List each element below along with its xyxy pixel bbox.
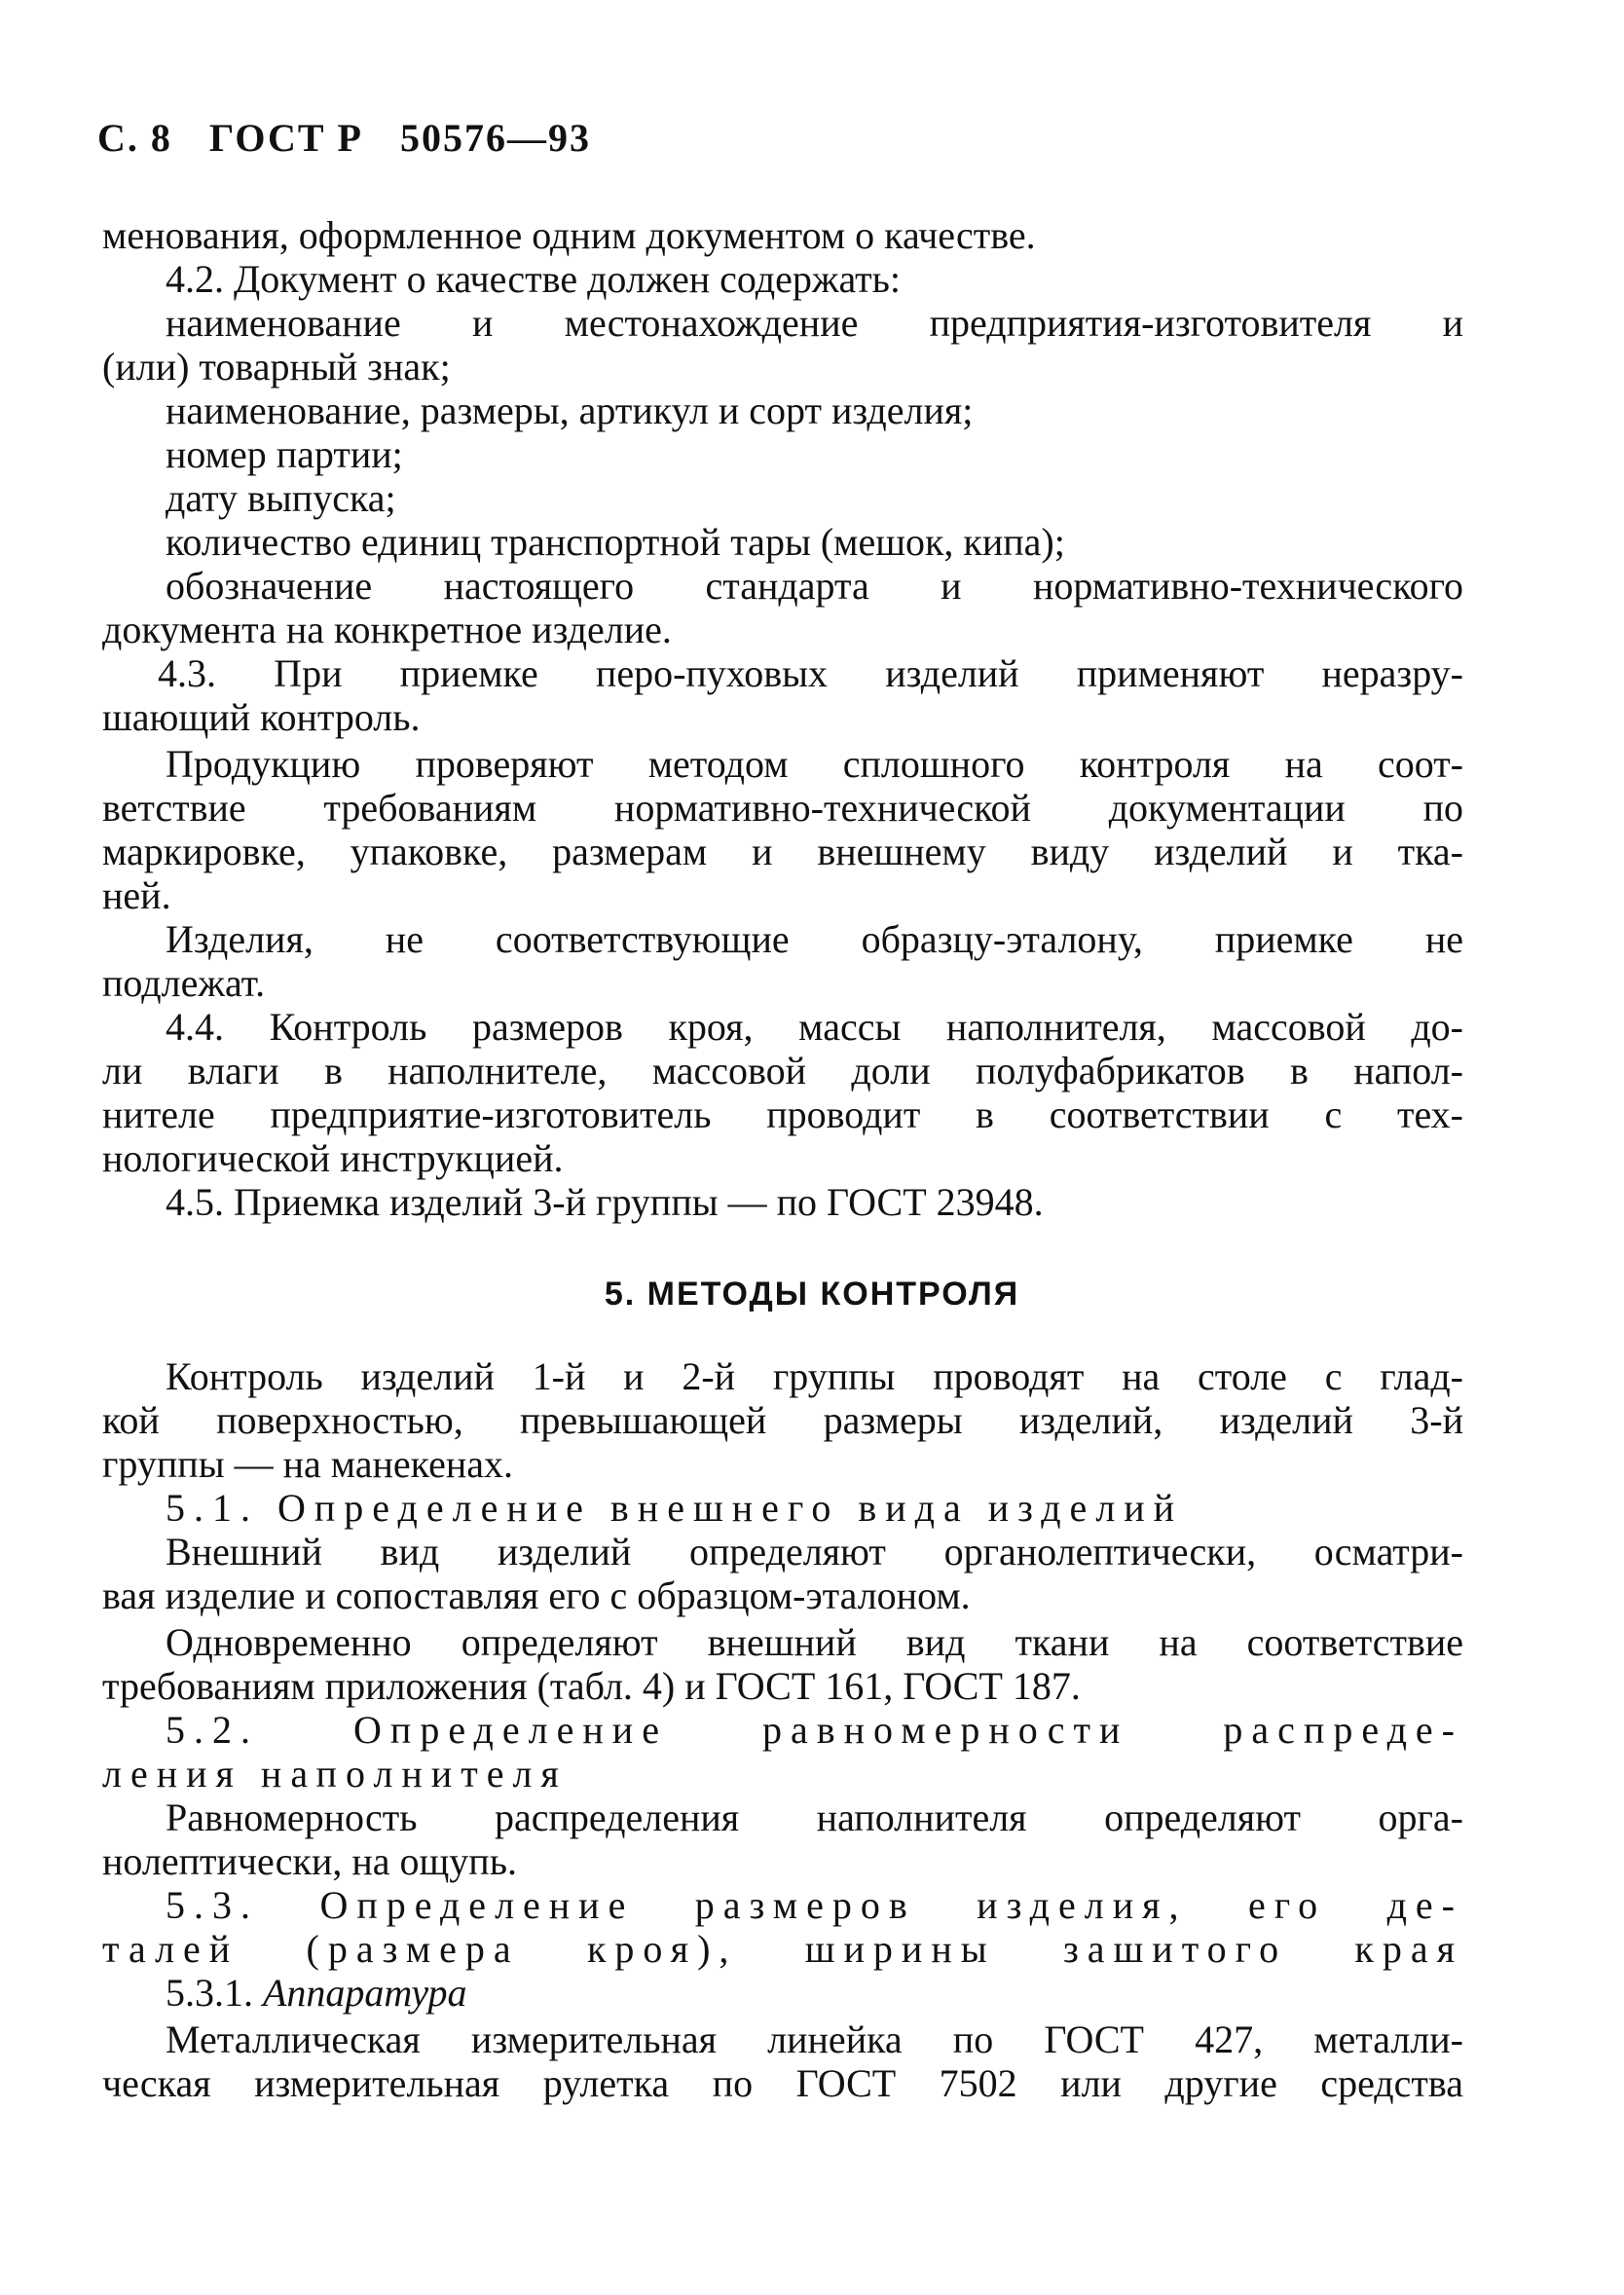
page-header <box>97 115 616 161</box>
text-line: количество единиц транспортной тары (мешок, кипа); <box>166 520 1065 564</box>
text-line: номер партии; <box>166 432 403 476</box>
text-line: Одновременно определяют внешний вид ткани на соответствие <box>166 1620 1463 1664</box>
subsection-title: ления наполнителя <box>102 1752 568 1795</box>
standard-number: 50576—93 <box>399 116 591 160</box>
text-line: 4.5. Приемка изделий 3-й группы — по ГОСТ 23948. <box>166 1180 1044 1224</box>
text-line: обозначение настоящего стандарта и нормативно-технического <box>166 564 1463 608</box>
text-line: Равномерность распределения наполнителя определяют орга- <box>166 1795 1463 1839</box>
text-line: кой поверхностью, превышающей размеры изделий, изделий 3-й <box>102 1398 1463 1442</box>
text-line: 4.2. Документ о качестве должен содержать: <box>166 257 902 301</box>
text-line: группы — на манекенах. <box>102 1442 514 1486</box>
text-line: вая изделие и сопоставляя его с образцом-эталоном. <box>102 1573 971 1617</box>
subsection-title: 5.2. Определение равномерности распреде- <box>166 1708 1463 1752</box>
text-line: подлежат. <box>102 961 266 1005</box>
text-line: менования, оформленное одним документом о качестве. <box>102 213 1036 257</box>
standard-label: ГОСТ Р <box>208 116 363 160</box>
subsection-title: талей (размера кроя), ширины зашитого края <box>102 1927 1463 1971</box>
text-line: ческая измерительная рулетка по ГОСТ 7502 или другие средства <box>102 2061 1463 2105</box>
text-line: документа на конкретное изделие. <box>102 608 672 651</box>
text-line: (или) товарный знак; <box>102 345 451 389</box>
text-line: Внешний вид изделий определяют органолептически, осматри- <box>166 1530 1463 1573</box>
text-line: дату выпуска; <box>166 476 396 520</box>
subsection-number: 5.3.1. <box>166 1971 263 2015</box>
text-line: шающий контроль. <box>102 695 421 739</box>
text-line: требованиям приложения (табл. 4) и ГОСТ 161, ГОСТ 187. <box>102 1664 1081 1708</box>
apparatus-title: Аппаратура <box>263 1971 467 2015</box>
text-line: ней. <box>102 873 171 917</box>
text-line: наименование и местонахождение предприятия-изготовителя и <box>166 301 1463 345</box>
subsection-title: 5.3. Определение размеров изделия, его де- <box>166 1883 1463 1927</box>
section-heading: 5. МЕТОДЫ КОНТРОЛЯ <box>604 1276 1020 1313</box>
subsection-title: 5.1. Определение внешнего вида изделий <box>166 1486 1184 1530</box>
page-number: С. 8 <box>97 116 172 160</box>
text-line: наименование, размеры, артикул и сорт изделия; <box>166 389 974 432</box>
text-line: 4.4. Контроль размеров кроя, массы наполнителя, массовой до- <box>166 1005 1463 1049</box>
text-line: ли влаги в наполнителе, массовой доли полуфабрикатов в напол- <box>102 1049 1463 1092</box>
text-line: нителе предприятие-изготовитель проводит в соответствии с тех- <box>102 1092 1463 1136</box>
text-line: Контроль изделий 1-й и 2-й группы проводят на столе с глад- <box>166 1354 1463 1398</box>
text-line: нологической инструкцией. <box>102 1136 564 1180</box>
text-line: маркировке, упаковке, размерам и внешнему виду изделий и тка- <box>102 830 1463 873</box>
text-line: 4.3. При приемке перо-пуховых изделий применяют неразру- <box>158 651 1463 695</box>
subsection-title <box>166 1970 1463 2017</box>
text-line: нолептически, на ощупь. <box>102 1839 517 1883</box>
text-line: Металлическая измерительная линейка по ГОСТ 427, металли- <box>166 2017 1463 2061</box>
text-line: Продукцию проверяют методом сплошного контроля на соот- <box>166 742 1463 786</box>
text-line: Изделия, не соответствующие образцу-эталону, приемке не <box>166 917 1463 961</box>
text-line: ветствие требованиям нормативно-технической документации по <box>102 786 1463 830</box>
